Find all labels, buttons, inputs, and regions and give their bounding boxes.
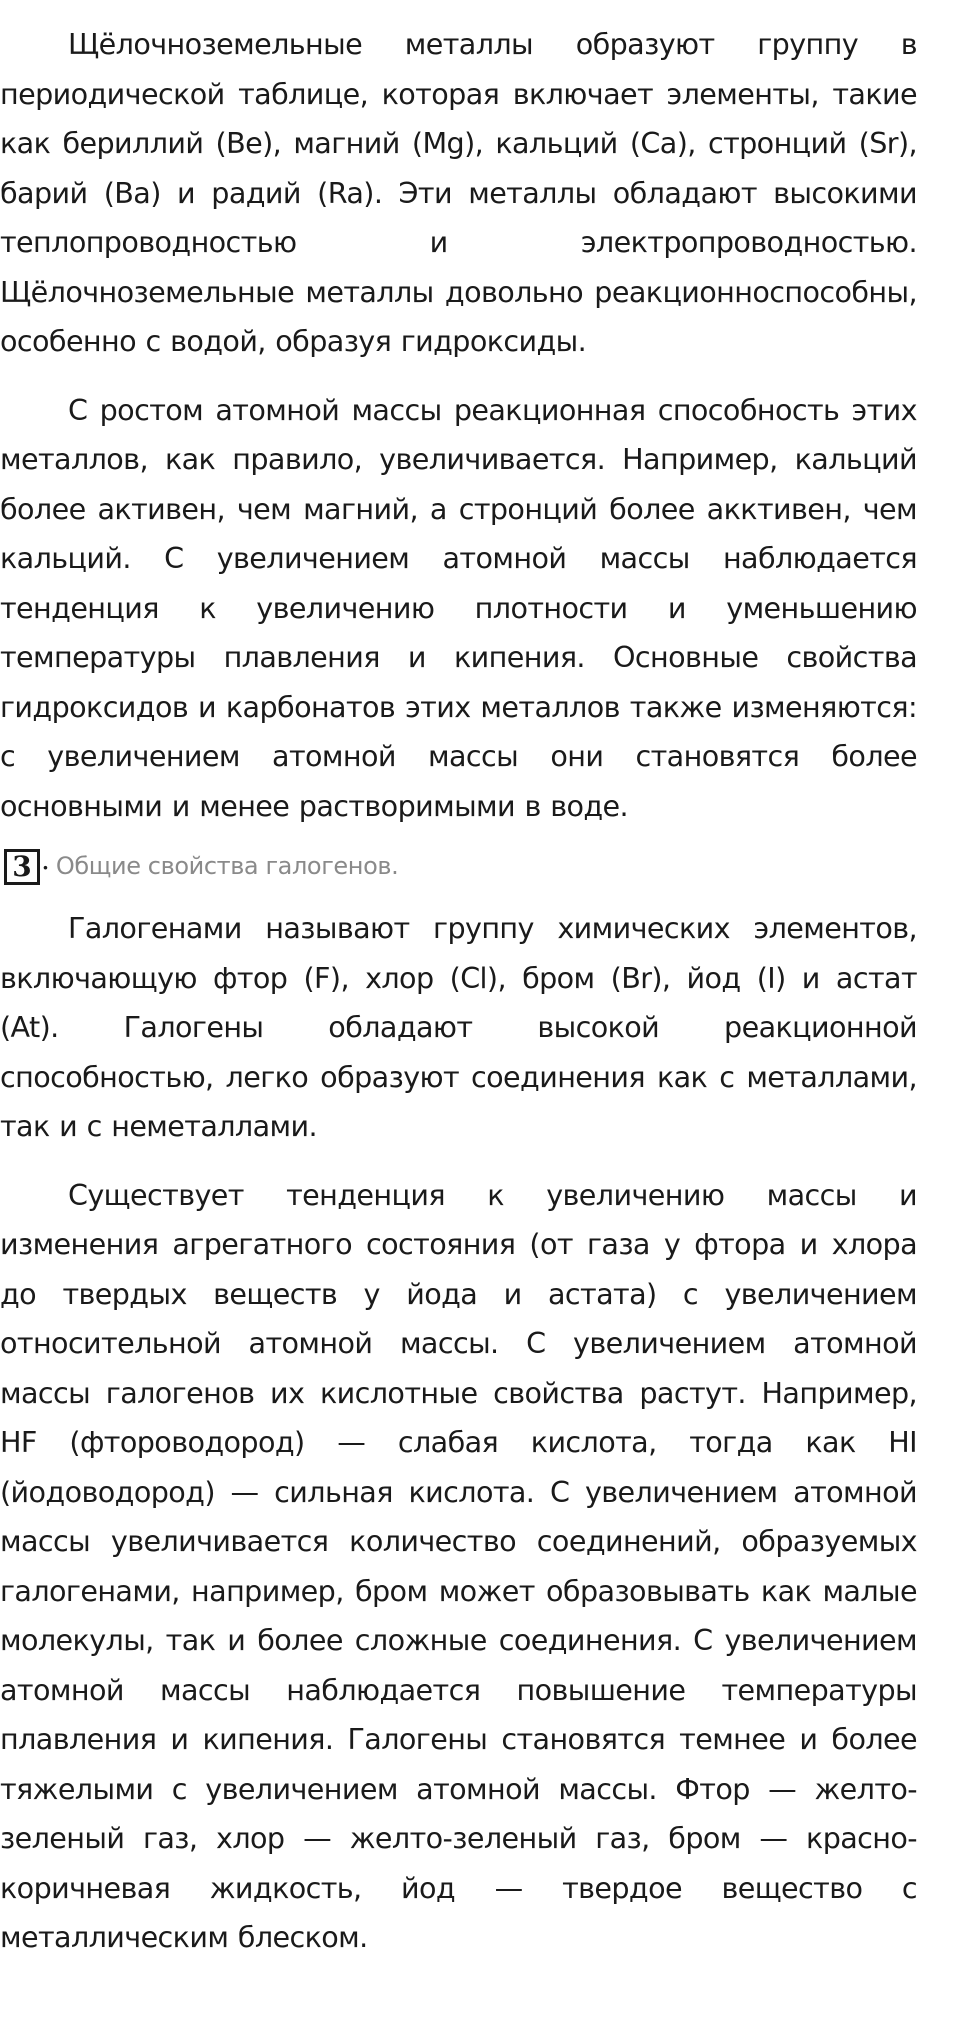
section-title: Общие свойства галогенов.	[55, 852, 399, 881]
paragraph-halogens-trends: Существует тенденция к увеличению массы и изменения агрегатного состояния (от газа у фтора и хлора до твердых веществ у йода и астата) с увеличением относительной атомной массы. С увеличением атомной массы галогенов их кислотные свойства растут. Например, HF (фтороводород) — слабая кислота, тогда как HI (йодоводород) — сильная кислота. С увеличением атомной массы увеличивается количество соединений, образуемых галогенами, например, бром может образовывать как малые молекулы, так и более сложные соединения. С увеличением атомной массы наблюдается повышение температуры плавления и кипения. Галогены становятся темнее и более тяжелыми с увеличением атомной массы. Фтор — желто-зеленый газ, хлор — желто-зеленый газ, бром — красно-коричневая жидкость, йод — твердое вещество с металлическим блеском.	[0, 1177, 917, 1954]
section-number-dot: .	[41, 842, 50, 876]
section-number: 3	[4, 849, 40, 885]
paragraph-halogens-intro: Галогенами называют группу химических элементов, включающую фтор (F), хлор (Cl), бром (Br), йод (I) и астат (At). Галогены обладают высокой реакционной способностью, легко образуют соединения как с металлами, так и с неметаллами.	[0, 911, 917, 1143]
section-heading	[0, 842, 917, 892]
paragraph-reactivity-trends: С ростом атомной массы реакционная способность этих металлов, как правило, увеличивается. Например, кальций более активен, чем магний, а стронций более акктивен, чем кальций. С увеличением атомной массы наблюдается тенденция к увеличению плотности и уменьшению температуры плавления и кипения. Основные свойства гидроксидов и карбонатов этих металлов также изменяются: с увеличением атомной массы они становятся более основными и менее растворимыми в воде.	[0, 392, 917, 823]
paragraph-alkaline-earth-metals: Щёлочноземельные металлы образуют группу в периодической таблице, которая включает элементы, такие как бериллий (Be), магний (Mg), кальций (Ca), стронций (Sr), барий (Ba) и радий (Ra). Эти металлы обладают высокими теплопроводностью и электропроводностью. Щёлочноземельные металлы довольно реакционноспособны, особенно с водой, образуя гидроксиды.	[0, 27, 917, 358]
